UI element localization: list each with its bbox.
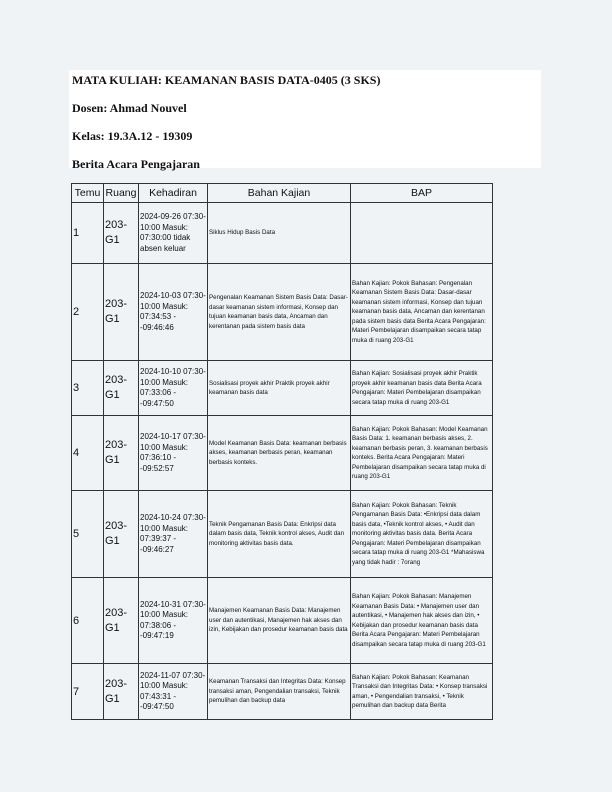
bap-table xyxy=(71,183,493,720)
table-row xyxy=(72,264,493,361)
cell-kehadiran: 2024-09-26 07:30-10:00 Masuk: 07:30:00 tidak absen keluar xyxy=(139,203,208,264)
cell-kehadiran: 2024-10-31 07:30-10:00 Masuk: 07:38:06 --09:47:19 xyxy=(139,578,208,664)
cell-temu: 2 xyxy=(72,264,104,361)
cell-bahan-kajian: Siklus Hidup Basis Data xyxy=(208,203,351,264)
course-header xyxy=(69,70,541,171)
cell-bahan-kajian: Pengenalan Keamanan Sistem Basis Data: Dasar-dasar keamanan sistem informasi, Konsep dan tujuan keamanan basis data, Ancaman dan kerentanan pada sistem basis data xyxy=(208,264,351,361)
cell-ruang: 203-G1 xyxy=(104,416,139,491)
table-row xyxy=(72,416,493,491)
cell-temu: 6 xyxy=(72,578,104,664)
cell-bap: Bahan Kajian: Pokok Bahasan: Model Keamanan Basis Data: 1. keamanan berbasis akses, 2. keamanan berbasis peran, 3. keamanan berbasis konteks. Berita Acara Pengajaran: Materi Pembelajaran disampaikan secara tatap muka di ruang 203-G1 xyxy=(351,416,493,491)
table-row xyxy=(72,361,493,416)
header-bap: BAP xyxy=(351,184,493,203)
header-temu: Temu xyxy=(72,184,104,203)
table-row xyxy=(72,664,493,720)
cell-bahan-kajian: Model Keamanan Basis Data: keamanan berbasis akses, keamanan berbasis peran, keamanan berbasis konteks. xyxy=(208,416,351,491)
table-row xyxy=(72,491,493,578)
table-row xyxy=(72,203,493,264)
cell-ruang: 203-G1 xyxy=(104,264,139,361)
cell-bahan-kajian: Sosialisasi proyek akhir Praktik proyek akhir keamanan basis data xyxy=(208,361,351,416)
cell-bap: Bahan Kajian: Pokok Bahasan: Keamanan Transaksi dan Integritas Data: • Konsep transaksi aman, • Pengendalian transaksi, • Teknik pemulihan dan backup data Berita xyxy=(351,664,493,720)
cell-kehadiran: 2024-10-24 07:30-10:00 Masuk: 07:39:37 --09:46:27 xyxy=(139,491,208,578)
cell-kehadiran: 2024-10-03 07:30-10:00 Masuk: 07:34:53 --09:46:46 xyxy=(139,264,208,361)
table-row xyxy=(72,578,493,664)
table-header-row xyxy=(72,184,493,203)
cell-kehadiran: 2024-10-17 07:30-10:00 Masuk: 07:36:10 --09:52:57 xyxy=(139,416,208,491)
cell-temu: 1 xyxy=(72,203,104,264)
header-ruang: Ruang xyxy=(104,184,139,203)
cell-bahan-kajian: Manajemen Keamanan Basis Data: Manajemen user dan autentikasi, Manajemen hak akses dan izin, Kebijakan dan prosedur keamanan basis data xyxy=(208,578,351,664)
cell-temu: 4 xyxy=(72,416,104,491)
header-kehadiran: Kehadiran xyxy=(139,184,208,203)
cell-ruang: 203-G1 xyxy=(104,361,139,416)
cell-bap: Bahan Kajian: Pokok Bahasan: Teknik Pengamanan Basis Data: •Enkripsi data dalam basis data, •Teknik kontrol akses, • Audit dan monitoring aktivitas basis data. Berita Acara Pengajaran: Materi Pembelajaran disampaikan secara tatap muka di ruang 203-G1 *Mahasiswa yang tidak hadir : 7orang xyxy=(351,491,493,578)
cell-bap xyxy=(351,203,493,264)
cell-ruang: 203-G1 xyxy=(104,578,139,664)
header-bahan-kajian: Bahan Kajian xyxy=(208,184,351,203)
cell-kehadiran: 2024-10-10 07:30-10:00 Masuk: 07:33:06 --09:47:50 xyxy=(139,361,208,416)
cell-kehadiran: 2024-11-07 07:30-10:00 Masuk: 07:43:31 --09:47:50 xyxy=(139,664,208,720)
cell-bahan-kajian: Keamanan Transaksi dan Integritas Data: Konsep transaksi aman, Pengendalian transaksi, Teknik pemulihan dan backup data xyxy=(208,664,351,720)
lecturer-name: Dosen: Ahmad Nouvel xyxy=(72,101,187,115)
cell-bap: Bahan Kajian: Pokok Bahasan: Manajemen Keamanan Basis Data: • Manajemen user dan autentikasi, • Manajemen hak akses dan izin, • Kebijakan dan prosedur keamanan basis data Berita Acara Pengajaran: Materi Pembelajaran disampaikan secara tatap muka di ruang 203-G1 xyxy=(351,578,493,664)
cell-ruang: 203-G1 xyxy=(104,491,139,578)
class-code: Kelas: 19.3A.12 - 19309 xyxy=(72,129,193,143)
cell-ruang: 203-G1 xyxy=(104,203,139,264)
section-title: Berita Acara Pengajaran xyxy=(72,157,200,171)
cell-temu: 5 xyxy=(72,491,104,578)
course-title: MATA KULIAH: KEAMANAN BASIS DATA-0405 (3 SKS) xyxy=(72,73,381,87)
cell-temu: 7 xyxy=(72,664,104,720)
cell-bahan-kajian: Teknik Pengamanan Basis Data: Enkripsi data dalam basis data, Teknik kontrol akses, Audit dan monitoring aktivitas basis data. xyxy=(208,491,351,578)
cell-bap: Bahan Kajian: Sosialisasi proyek akhir Praktik proyek akhir keamanan basis data Berita Acara Pengajaran: Materi Pembelajaran disampaikan secara tatap muka di ruang 203-G1 xyxy=(351,361,493,416)
cell-ruang: 203-G1 xyxy=(104,664,139,720)
cell-bap: Bahan Kajian: Pokok Bahasan: Pengenalan Keamanan Sistem Basis Data: Dasar-dasar keamanan sistem informasi, Konsep dan tujuan keamanan basis data, Ancaman dan kerentanan pada sistem basis data Berita Acara Pengajaran: Materi Pembelajaran disampaikan secara tatap muka di ruang 203-G1 xyxy=(351,264,493,361)
cell-temu: 3 xyxy=(72,361,104,416)
